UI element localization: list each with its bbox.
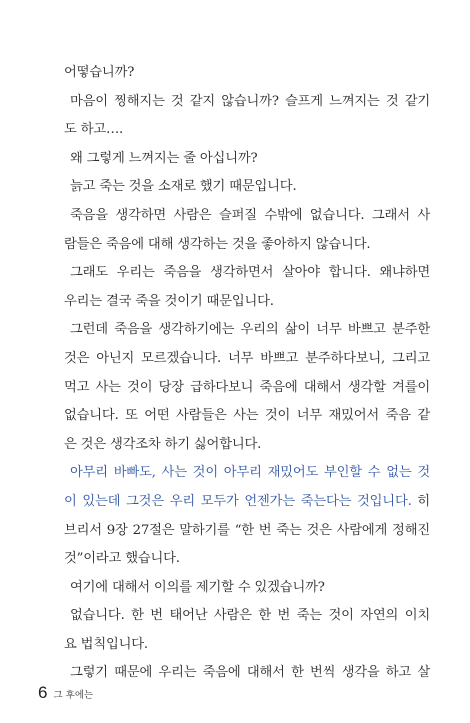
text-line-20: 없습니다. 한 번 태어난 사람은 한 번 죽는 것이 자연의 이치 [70,608,430,624]
text-line-13: 없습니다. 또 어떤 사람들은 사는 것이 너무 재밌어서 죽음 같 [64,408,430,424]
text-line-2: 마음이 찡해지는 것 같지 않습니까? 슬프게 느껴지는 것 같기 [70,93,430,109]
page-number: 6 [38,683,48,702]
text-line-22: 그렇기 때문에 우리는 죽음에 대해서 한 번씩 생각을 하고 살 [70,665,430,681]
text-line-14: 은 것은 생각조차 하기 싫어합니다. [64,436,262,452]
text-line-1: 어떻습니까? [64,65,135,80]
highlighted-line-1: 아무리 바빠도, 사는 것이 아무리 재밌어도 부인할 수 없는 것 [70,465,430,481]
running-chapter-title: 그 후에는 [53,690,94,701]
highlighted-line-2 [64,488,430,517]
text-line-17: 브리서 9장 27절은 말하기를 “한 번 죽는 것은 사람에게 정해진 [64,522,430,538]
text-line-18: 것”이라고 했습니다. [64,551,180,567]
text-line-12: 먹고 사는 것이 당장 급하다보니 죽음에 대해서 생각할 겨를이 [64,379,430,395]
highlighted-text: 이 있는데 그것은 우리 모두가 언젠가는 죽는다는 것입니다. [64,493,412,509]
text-line-8: 그래도 우리는 죽음을 생각하면서 살아야 합니다. 왜냐하면 [70,265,430,281]
text-line-11: 것은 아닌지 모르겠습니다. 너무 바쁘고 분주하다보니, 그리고 [64,350,430,366]
text-line-4: 왜 그렇게 느껴지는 줄 아십니까? [70,150,258,166]
text-line-21: 요 법칙입니다. [64,636,148,652]
text-line-6: 죽음을 생각하면 사람은 슬퍼질 수밖에 없습니다. 그래서 사 [70,207,430,223]
line-tail-text: 히 [411,493,430,509]
text-line-5: 늙고 죽는 것을 소재로 했기 때문입니다. [70,179,297,195]
body-text [64,59,430,688]
text-line-19: 여기에 대해서 이의를 제기할 수 있겠습니까? [70,579,325,595]
page-footer [38,683,93,703]
text-line-3: 도 하고…. [64,122,124,138]
text-line-9: 우리는 결국 죽을 것이기 때문입니다. [64,293,274,309]
text-line-10: 그런데 죽음을 생각하기에는 우리의 삶이 너무 바쁘고 분주한 [70,322,430,338]
text-line-7: 람들은 죽음에 대해 생각하는 것을 좋아하지 않습니다. [64,236,371,252]
